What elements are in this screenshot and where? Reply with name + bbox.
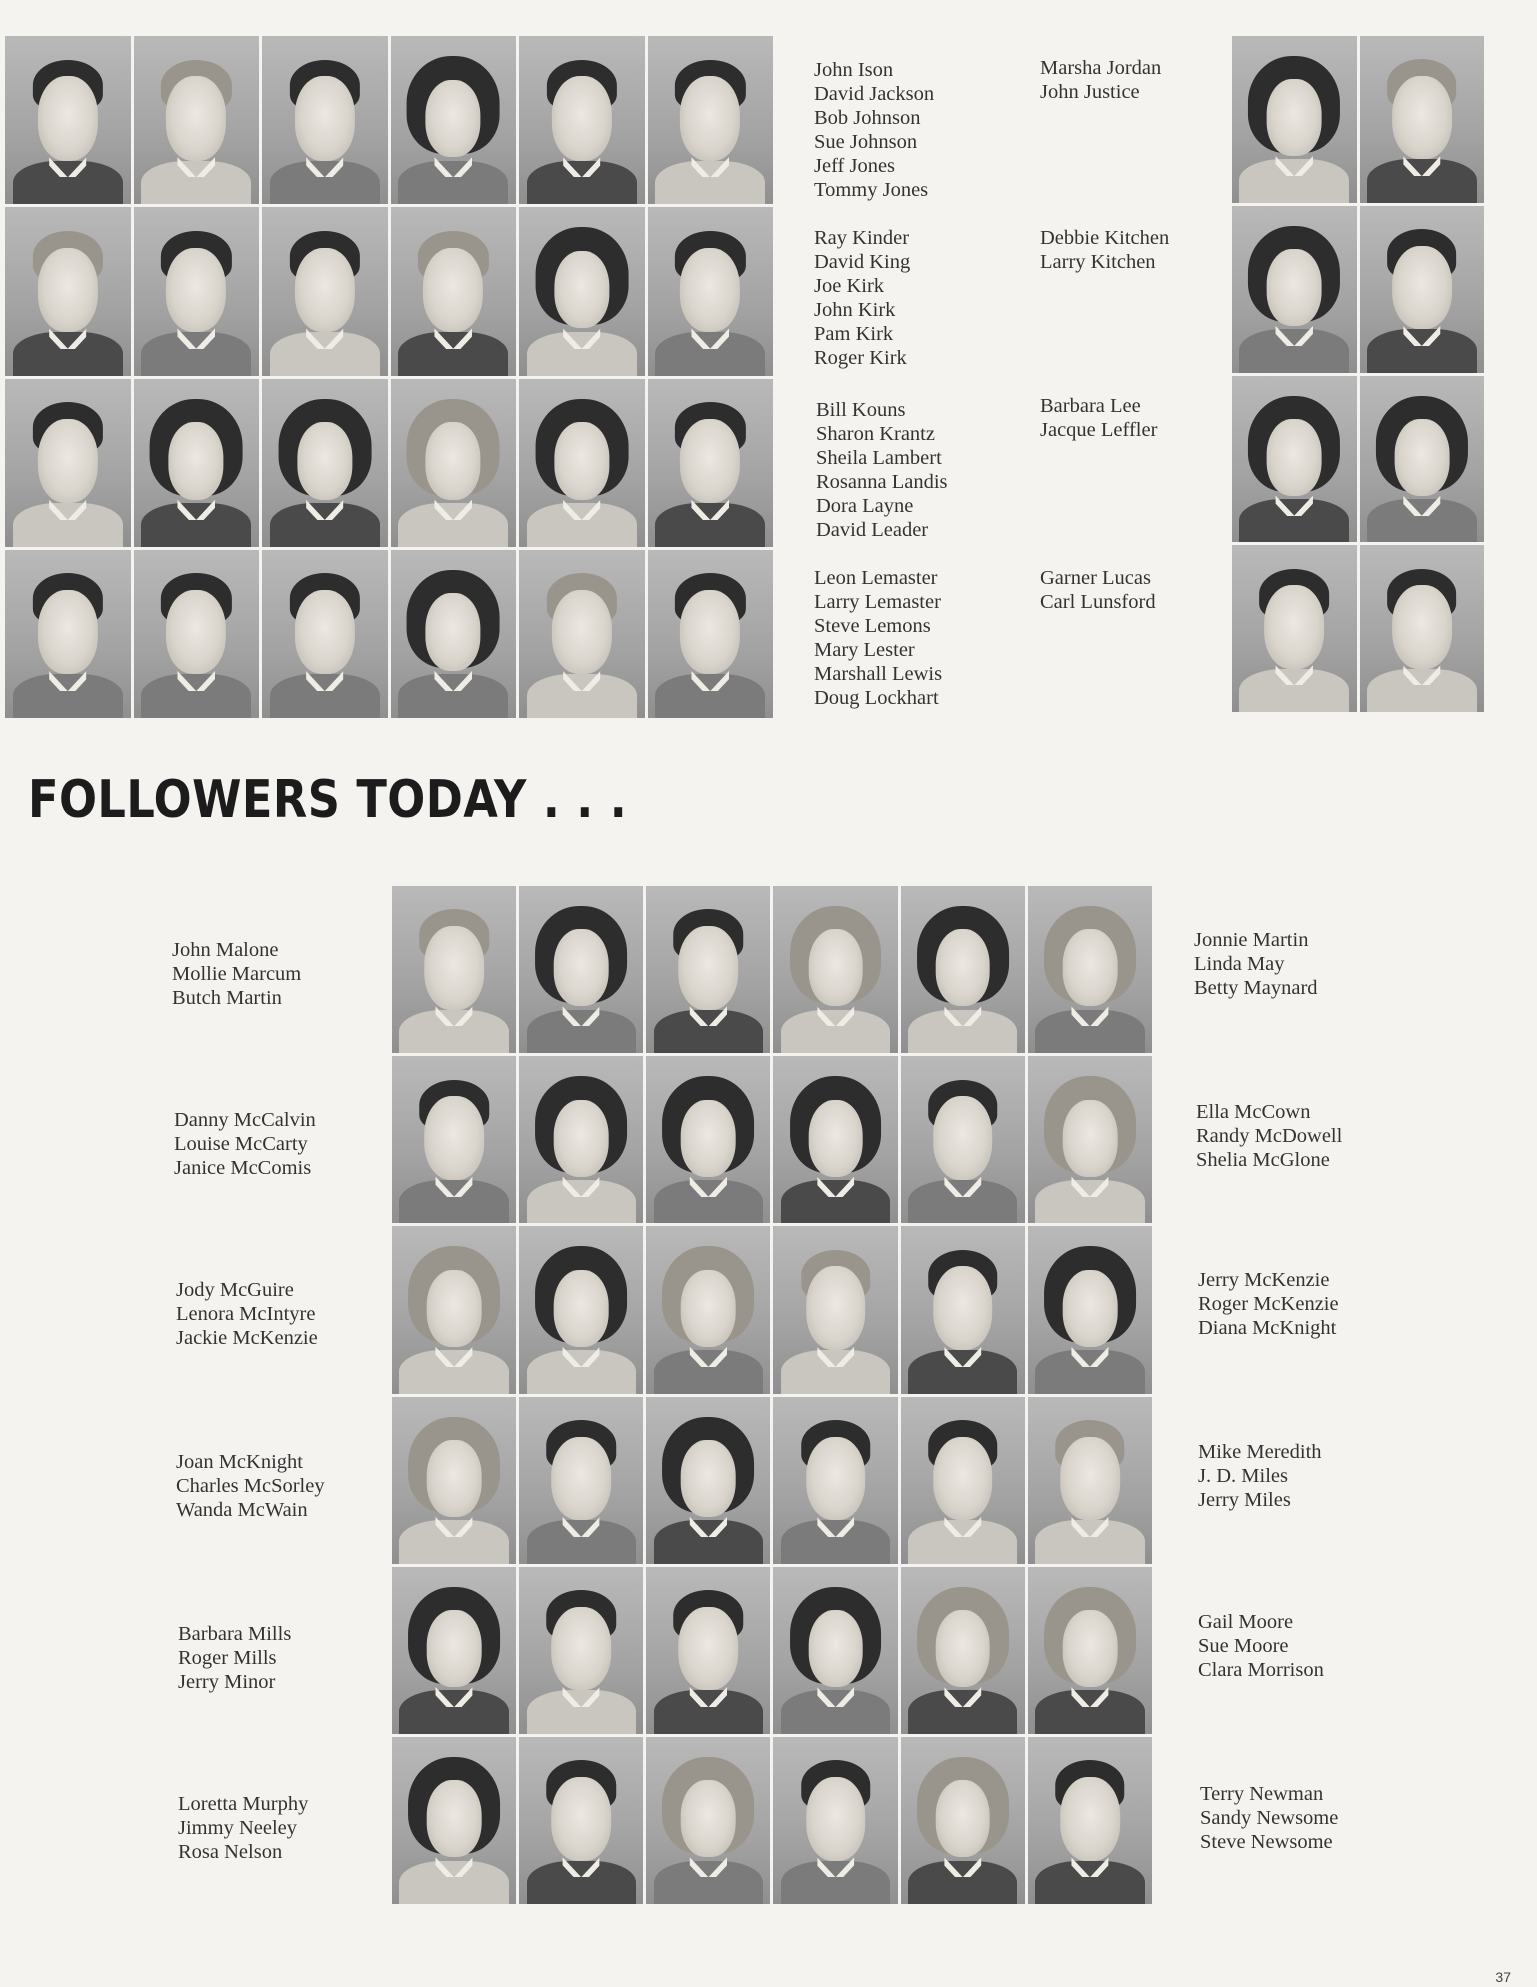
student-name: Loretta Murphy <box>178 1793 309 1815</box>
student-portrait-photo <box>646 1737 770 1904</box>
student-portrait-photo <box>391 550 517 718</box>
student-name: Larry Kitchen <box>1040 251 1156 273</box>
name-list-bottom-row3-left <box>176 1278 318 1350</box>
student-name: Shelia McGlone <box>1196 1149 1330 1171</box>
section-headline: FOLLOWERS TODAY . . . <box>28 770 628 830</box>
name-list-bottom-row6-right <box>1200 1782 1338 1854</box>
name-list-bottom-row1-right <box>1194 928 1318 1000</box>
student-portrait-photo <box>1360 206 1485 373</box>
student-name: Doug Lockhart <box>814 687 939 709</box>
student-name: Pam Kirk <box>814 323 894 345</box>
student-portrait-photo <box>519 379 645 547</box>
student-name: Sue Johnson <box>814 131 918 153</box>
student-name: Bill Kouns <box>816 399 906 421</box>
student-name: Joe Kirk <box>814 275 885 297</box>
student-name: Joan McKnight <box>176 1451 303 1473</box>
student-name: Ella McCown <box>1196 1101 1311 1123</box>
student-portrait-photo <box>648 207 774 375</box>
student-name: Larry Lemaster <box>814 591 941 613</box>
student-name: Dora Layne <box>816 495 914 517</box>
student-name: Betty Maynard <box>1194 977 1318 999</box>
student-name: Garner Lucas <box>1040 567 1151 589</box>
student-name: Butch Martin <box>172 987 282 1009</box>
top-right-photo-grid <box>1232 36 1484 712</box>
student-name: Linda May <box>1194 953 1285 975</box>
student-portrait-photo <box>1360 545 1485 712</box>
student-portrait-photo <box>901 1567 1025 1734</box>
student-portrait-photo <box>901 1737 1025 1904</box>
name-list-bottom-row4-right <box>1198 1440 1322 1512</box>
bottom-photo-grid <box>392 886 1152 1904</box>
student-name: Danny McCalvin <box>174 1109 316 1131</box>
student-portrait-photo <box>392 1397 516 1564</box>
student-portrait-photo <box>646 1226 770 1393</box>
name-list-top-row3-left <box>816 398 948 542</box>
student-name: Mike Meredith <box>1198 1441 1322 1463</box>
student-portrait-photo <box>5 207 131 375</box>
student-portrait-photo <box>392 1567 516 1734</box>
name-list-top-row1-left <box>814 58 934 202</box>
student-name: Mary Lester <box>814 639 915 661</box>
name-list-bottom-row6-left <box>178 1792 308 1864</box>
student-name: Debbie Kitchen <box>1040 227 1170 249</box>
student-portrait-photo <box>1028 1056 1152 1223</box>
name-list-bottom-row2-left <box>174 1108 316 1180</box>
student-name: Jerry Minor <box>178 1671 276 1693</box>
name-list-top-row4-right <box>1040 566 1156 614</box>
student-name: Louise McCarty <box>174 1133 308 1155</box>
student-portrait-photo <box>519 1226 643 1393</box>
student-portrait-photo <box>773 1226 897 1393</box>
student-portrait-photo <box>519 1567 643 1734</box>
student-name: Sandy Newsome <box>1200 1807 1339 1829</box>
student-name: John Justice <box>1040 81 1140 103</box>
student-name: Jonnie Martin <box>1194 929 1309 951</box>
student-name: Leon Lemaster <box>814 567 938 589</box>
name-list-top-row2-left <box>814 226 910 370</box>
student-portrait-photo <box>646 1056 770 1223</box>
student-portrait-photo <box>648 379 774 547</box>
student-name: Sue Moore <box>1198 1635 1289 1657</box>
student-name: Jacque Leffler <box>1040 419 1158 441</box>
student-portrait-photo <box>646 1567 770 1734</box>
student-portrait-photo <box>1360 376 1485 543</box>
student-name: Rosanna Landis <box>816 471 948 493</box>
student-name: David King <box>814 251 911 273</box>
student-portrait-photo <box>392 1737 516 1904</box>
student-name: Barbara Lee <box>1040 395 1141 417</box>
name-list-bottom-row1-left <box>172 938 301 1010</box>
student-portrait-photo <box>773 886 897 1053</box>
student-portrait-photo <box>134 207 260 375</box>
student-portrait-photo <box>519 36 645 204</box>
student-portrait-photo <box>901 886 1025 1053</box>
student-portrait-photo <box>134 379 260 547</box>
student-portrait-photo <box>392 886 516 1053</box>
student-portrait-photo <box>901 1056 1025 1223</box>
student-name: J. D. Miles <box>1198 1465 1288 1487</box>
student-portrait-photo <box>1028 1567 1152 1734</box>
student-portrait-photo <box>1028 886 1152 1053</box>
student-name: Wanda McWain <box>176 1499 308 1521</box>
student-name: Bob Johnson <box>814 107 921 129</box>
name-list-top-row4-left <box>814 566 942 710</box>
student-name: Tommy Jones <box>814 179 929 201</box>
student-name: Clara Morrison <box>1198 1659 1324 1681</box>
student-portrait-photo <box>262 36 388 204</box>
name-list-bottom-row3-right <box>1198 1268 1339 1340</box>
student-portrait-photo <box>1232 36 1357 203</box>
student-portrait-photo <box>773 1397 897 1564</box>
student-portrait-photo <box>646 1397 770 1564</box>
student-portrait-photo <box>134 36 260 204</box>
student-name: Roger Mills <box>178 1647 277 1669</box>
student-name: Janice McComis <box>174 1157 312 1179</box>
student-portrait-photo <box>5 36 131 204</box>
student-portrait-photo <box>519 1737 643 1904</box>
student-portrait-photo <box>1232 206 1357 373</box>
student-portrait-photo <box>648 36 774 204</box>
student-name: Randy McDowell <box>1196 1125 1343 1147</box>
student-portrait-photo <box>391 207 517 375</box>
student-name: Gail Moore <box>1198 1611 1294 1633</box>
student-portrait-photo <box>519 886 643 1053</box>
student-portrait-photo <box>519 1397 643 1564</box>
student-portrait-photo <box>392 1226 516 1393</box>
student-portrait-photo <box>519 1056 643 1223</box>
student-portrait-photo <box>519 550 645 718</box>
student-name: Ray Kinder <box>814 227 910 249</box>
student-portrait-photo <box>1028 1226 1152 1393</box>
student-name: Roger McKenzie <box>1198 1293 1339 1315</box>
student-portrait-photo <box>648 550 774 718</box>
student-name: John Kirk <box>814 299 896 321</box>
student-portrait-photo <box>262 207 388 375</box>
name-list-bottom-row5-right <box>1198 1610 1324 1682</box>
page-number: 37 <box>1495 1969 1511 1985</box>
student-name: David Leader <box>816 519 929 541</box>
student-name: Mollie Marcum <box>172 963 302 985</box>
student-portrait-photo <box>1028 1737 1152 1904</box>
student-name: Roger Kirk <box>814 347 907 369</box>
student-portrait-photo <box>773 1737 897 1904</box>
student-portrait-photo <box>519 207 645 375</box>
student-portrait-photo <box>262 379 388 547</box>
student-name: Marshall Lewis <box>814 663 943 685</box>
student-name: Marsha Jordan <box>1040 57 1162 79</box>
student-portrait-photo <box>773 1567 897 1734</box>
student-name: Barbara Mills <box>178 1623 292 1645</box>
student-name: Charles McSorley <box>176 1475 325 1497</box>
student-name: Jerry Miles <box>1198 1489 1291 1511</box>
student-name: Steve Newsome <box>1200 1831 1333 1853</box>
top-photo-grid <box>5 36 773 718</box>
student-portrait-photo <box>901 1397 1025 1564</box>
student-portrait-photo <box>5 379 131 547</box>
student-portrait-photo <box>262 550 388 718</box>
student-portrait-photo <box>773 1056 897 1223</box>
student-portrait-photo <box>392 1056 516 1223</box>
student-portrait-photo <box>1232 376 1357 543</box>
student-name: Lenora McIntyre <box>176 1303 316 1325</box>
student-name: David Jackson <box>814 83 935 105</box>
student-portrait-photo <box>391 379 517 547</box>
student-portrait-photo <box>1232 545 1357 712</box>
student-name: Jeff Jones <box>814 155 896 177</box>
student-name: Diana McKnight <box>1198 1317 1337 1339</box>
name-list-bottom-row5-left <box>178 1622 291 1694</box>
name-list-top-row1-right <box>1040 56 1161 104</box>
student-name: John Malone <box>172 939 279 961</box>
student-name: Jerry McKenzie <box>1198 1269 1330 1291</box>
name-list-top-row3-right <box>1040 394 1157 442</box>
student-name: Jimmy Neeley <box>178 1817 297 1839</box>
student-portrait-photo <box>1028 1397 1152 1564</box>
student-name: Jody McGuire <box>176 1279 294 1301</box>
name-list-bottom-row4-left <box>176 1450 325 1522</box>
student-name: Steve Lemons <box>814 615 931 637</box>
name-list-bottom-row2-right <box>1196 1100 1342 1172</box>
student-name: Sheila Lambert <box>816 447 942 469</box>
student-name: Jackie McKenzie <box>176 1327 318 1349</box>
student-name: Carl Lunsford <box>1040 591 1156 613</box>
name-list-top-row2-right <box>1040 226 1169 274</box>
student-portrait-photo <box>5 550 131 718</box>
student-name: Sharon Krantz <box>816 423 935 445</box>
student-name: Terry Newman <box>1200 1783 1324 1805</box>
student-portrait-photo <box>901 1226 1025 1393</box>
student-name: John Ison <box>814 59 894 81</box>
student-portrait-photo <box>391 36 517 204</box>
student-portrait-photo <box>646 886 770 1053</box>
student-portrait-photo <box>134 550 260 718</box>
student-name: Rosa Nelson <box>178 1841 283 1863</box>
student-portrait-photo <box>1360 36 1485 203</box>
